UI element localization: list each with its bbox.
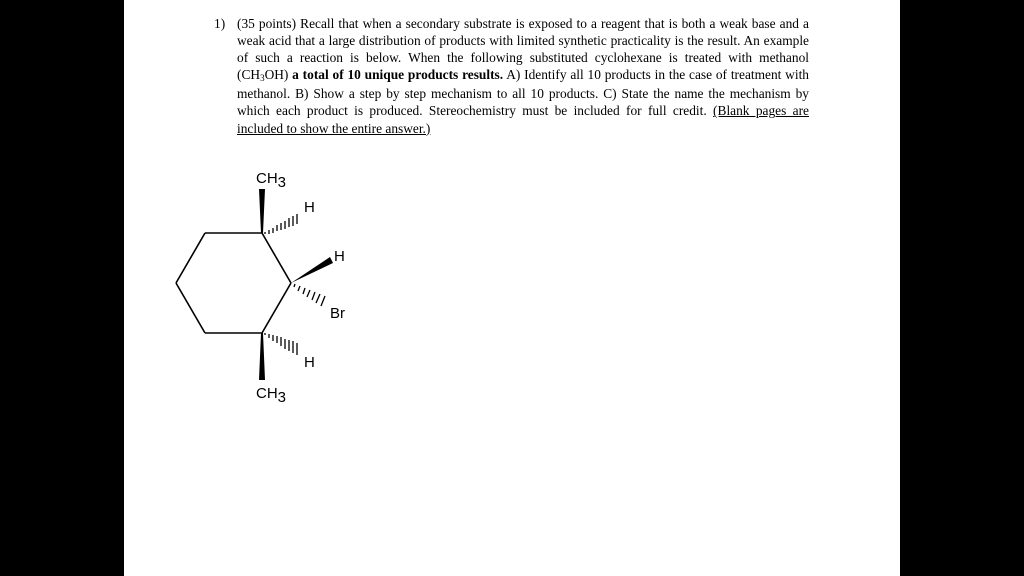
ring-bond xyxy=(176,233,205,283)
question-1 xyxy=(214,15,809,137)
mid-h-label: H xyxy=(334,248,345,265)
bottom-h-label: H xyxy=(304,354,315,371)
top-h-hash-bond xyxy=(265,214,297,234)
question-bold-statement: a total of 10 unique products results. xyxy=(292,67,504,83)
br-hash-bond xyxy=(294,284,325,306)
question-text-1: Recall that when a secondary substrate is exposed to a reagent that is both a weak base and a weak acid that a large distribution of products with limited synthetic practicality is the result. An example of such a reaction is below. When the following substituted cyclohexane is treated with methanol (CH xyxy=(237,16,809,83)
ring-bond xyxy=(262,283,291,333)
methanol-subscript: 3 xyxy=(260,73,265,84)
question-text-3: A) Identify all 10 products in the case of treatment with methanol. B) Show a step by step mechanism to all 10 products. C) State the name the mechanism by which each product is produced. Stereochemistry must be included for full credit. xyxy=(237,67,809,119)
top-methyl-wedge-bond xyxy=(259,189,265,233)
bromine-label: Br xyxy=(330,305,345,322)
question-number: 1) xyxy=(214,16,226,31)
bottom-methyl-label: CH3 xyxy=(256,385,287,406)
question-text-2: OH) xyxy=(264,67,293,83)
cyclohexane-ring xyxy=(176,233,291,333)
top-h-label: H xyxy=(304,199,315,216)
mid-h-wedge-bond xyxy=(291,257,333,283)
bottom-methyl-wedge-bond xyxy=(259,333,265,380)
cyclohexane-structure xyxy=(164,160,424,420)
ring-bond xyxy=(176,283,205,333)
question-body xyxy=(237,15,809,137)
ring-bond xyxy=(262,233,291,283)
document-page xyxy=(124,0,900,576)
blank-pages-note: (Blank pages are included to show the entire answer.) xyxy=(237,103,809,136)
question-points: (35 points) xyxy=(237,16,297,31)
top-methyl-label: CH3 xyxy=(256,170,287,191)
bottom-h-hash-bond xyxy=(265,333,297,355)
